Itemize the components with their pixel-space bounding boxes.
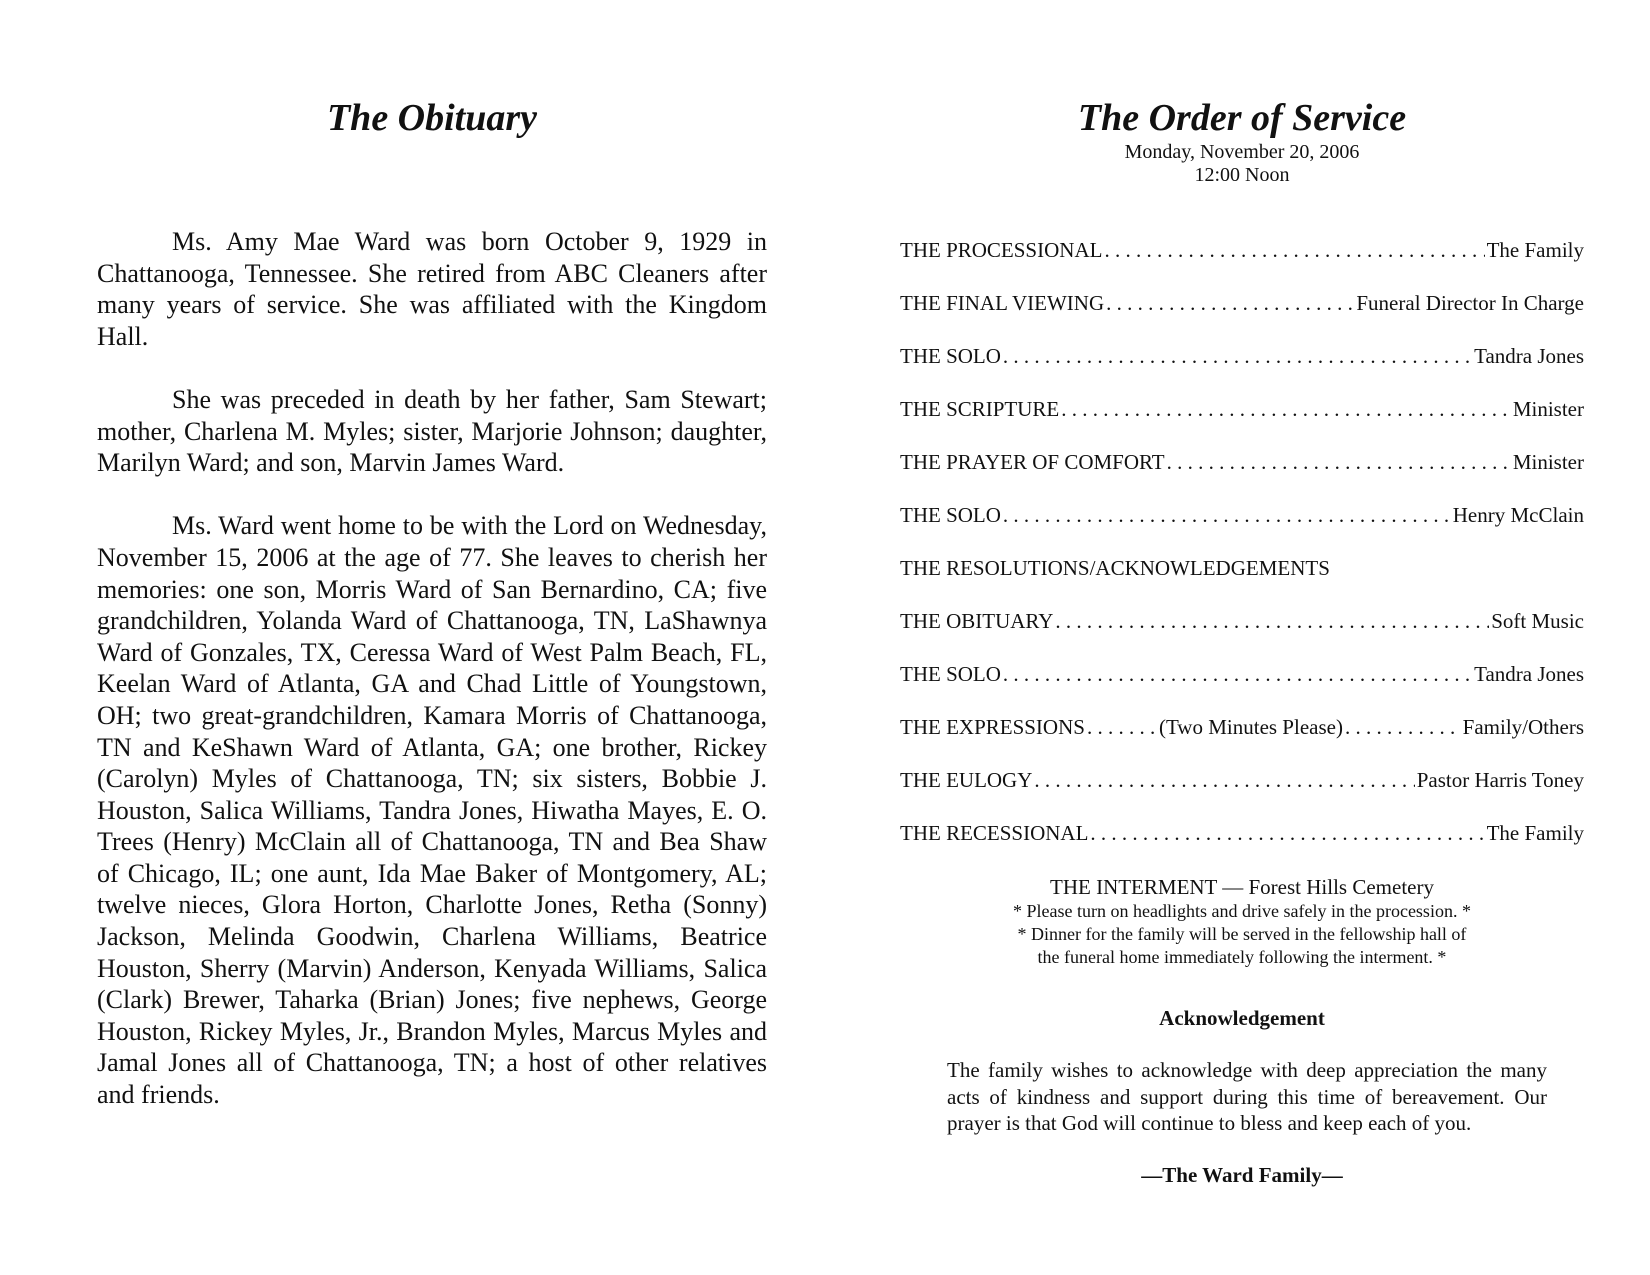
- program-part: THE SOLO: [900, 662, 1001, 686]
- dot-leader: [1061, 397, 1511, 422]
- acknowledgement-heading: Acknowledgement: [1159, 1006, 1325, 1030]
- program-item: [900, 291, 1584, 344]
- dot-leader: [1345, 715, 1461, 740]
- obituary-paragraph: She was preceded in death by her father, Sam Stewart; mother, Charlena M. Myles; sister, Marjorie Johnson; daughter, Marilyn Ward; and son, Marvin James Ward.: [97, 384, 767, 478]
- interment-block: [900, 875, 1584, 969]
- program-item: [900, 344, 1584, 397]
- program-performer: The Family: [1486, 238, 1584, 262]
- service-date: Monday, November 20, 2006: [1124, 141, 1360, 163]
- program-item: [900, 662, 1584, 715]
- program-performer: Tandra Jones: [1474, 662, 1584, 686]
- program-list: [900, 238, 1584, 874]
- obituary-title: The Obituary: [326, 97, 538, 139]
- obituary-page: [97, 0, 767, 1275]
- program-note: (Two Minutes Please): [1158, 715, 1343, 739]
- dot-leader: [1087, 715, 1157, 740]
- dinner-note: the funeral home immediately following the interment. *: [1037, 947, 1447, 967]
- acknowledgement-body: The family wishes to acknowledge with deep appreciation the many acts of kindness and support during this time of bereavement. Our prayer is that God will continue to bless and keep each of you.: [947, 1058, 1547, 1135]
- dot-leader: [1034, 768, 1414, 793]
- service-time: 12:00 Noon: [1194, 164, 1290, 186]
- program-part: THE RECESSIONAL: [900, 821, 1089, 845]
- program-performer: Soft Music: [1491, 609, 1584, 633]
- program-performer: Funeral Director In Charge: [1356, 291, 1584, 315]
- dot-leader: [1003, 503, 1451, 528]
- program-item: [900, 238, 1584, 291]
- program-item: [900, 768, 1584, 821]
- program-part: THE SOLO: [900, 344, 1001, 368]
- program-part: THE FINAL VIEWING: [900, 291, 1105, 315]
- program-item: [900, 556, 1584, 609]
- program-item: [900, 503, 1584, 556]
- program-performer: Family/Others: [1462, 715, 1584, 739]
- dot-leader: [1003, 662, 1472, 687]
- program-part: THE EXPRESSIONS: [900, 715, 1085, 739]
- dot-leader: [1090, 821, 1484, 846]
- program-part: THE PRAYER OF COMFORT: [900, 450, 1165, 474]
- service-title: The Order of Service: [1077, 97, 1407, 139]
- program-part: THE SOLO: [900, 503, 1001, 527]
- obituary-body: [97, 226, 767, 1142]
- order-of-service-page: [900, 0, 1584, 1275]
- program-performer: Tandra Jones: [1474, 344, 1584, 368]
- program-performer: Henry McClain: [1452, 503, 1584, 527]
- dot-leader: [1106, 291, 1354, 316]
- program-part: THE RESOLUTIONS/ACKNOWLEDGEMENTS: [900, 556, 1330, 580]
- dinner-note: * Dinner for the family will be served in the fellowship hall of: [1017, 924, 1467, 944]
- family-signature: —The Ward Family—: [1141, 1163, 1343, 1187]
- program-item: [900, 450, 1584, 503]
- program-performer: Pastor Harris Toney: [1416, 768, 1584, 792]
- program-part: THE OBITUARY: [900, 609, 1054, 633]
- procession-note: * Please turn on headlights and drive safely in the procession. *: [1013, 901, 1471, 921]
- dot-leader: [1003, 344, 1472, 369]
- program-item: [900, 715, 1584, 768]
- interment-line: THE INTERMENT — Forest Hills Cemetery: [1050, 875, 1434, 899]
- obituary-paragraph: Ms. Amy Mae Ward was born October 9, 1929 in Chattanooga, Tennessee. She retired from ABC Cleaners after many years of service. She was affiliated with the Kingdom Hall.: [97, 227, 767, 351]
- program-part: THE PROCESSIONAL: [900, 238, 1103, 262]
- program-part: THE SCRIPTURE: [900, 397, 1060, 421]
- dot-leader: [1104, 238, 1484, 263]
- program-item: [900, 821, 1584, 874]
- dot-leader: [1167, 450, 1511, 475]
- program-performer: The Family: [1486, 821, 1584, 845]
- dot-leader: [1055, 609, 1489, 634]
- program-performer: Minister: [1512, 397, 1584, 421]
- program-item: [900, 609, 1584, 662]
- obituary-paragraph: Ms. Ward went home to be with the Lord on Wednesday, November 15, 2006 at the age of 77. She leaves to cherish her memories: one son, Morris Ward of San Bernardino, CA; five grandchildren, Yolanda Ward of Chattanooga, TN, LaShawnya Ward of Gonzales, TX, Ceressa Ward of West Palm Beach, FL, Keelan Ward of Atlanta, GA and Chad Little of Youngstown, OH; two great-grandchildren, Kamara Morris of Chattanooga, TN and KeShawn Ward of Atlanta, GA; one brother, Rickey (Carolyn) Myles of Chattanooga, TN; six sisters, Bobbie J. Houston, Salica Williams, Tandra Jones, Hiwatha Mayes, E. O. Trees (Henry) McClain all of Chattanooga, TN and Bea Shaw of Chicago, IL; one aunt, Ida Mae Baker of Montgomery, AL; twelve nieces, Glora Horton, Charlotte Jones, Retha (Sonny) Jackson, Melinda Goodwin, Charlena Williams, Beatrice Houston, Sherry (Marvin) Anderson, Kenyada Williams, Salica (Clark) Brewer, Taharka (Brian) Jones; five nephews, George Houston, Rickey Myles, Jr., Brandon Myles, Marcus Myles and Jamal Jones all of Chattanooga, TN; a host of other relatives and friends.: [97, 511, 767, 1110]
- program-item: [900, 397, 1584, 450]
- program-performer: Minister: [1512, 450, 1584, 474]
- program-part: THE EULOGY: [900, 768, 1033, 792]
